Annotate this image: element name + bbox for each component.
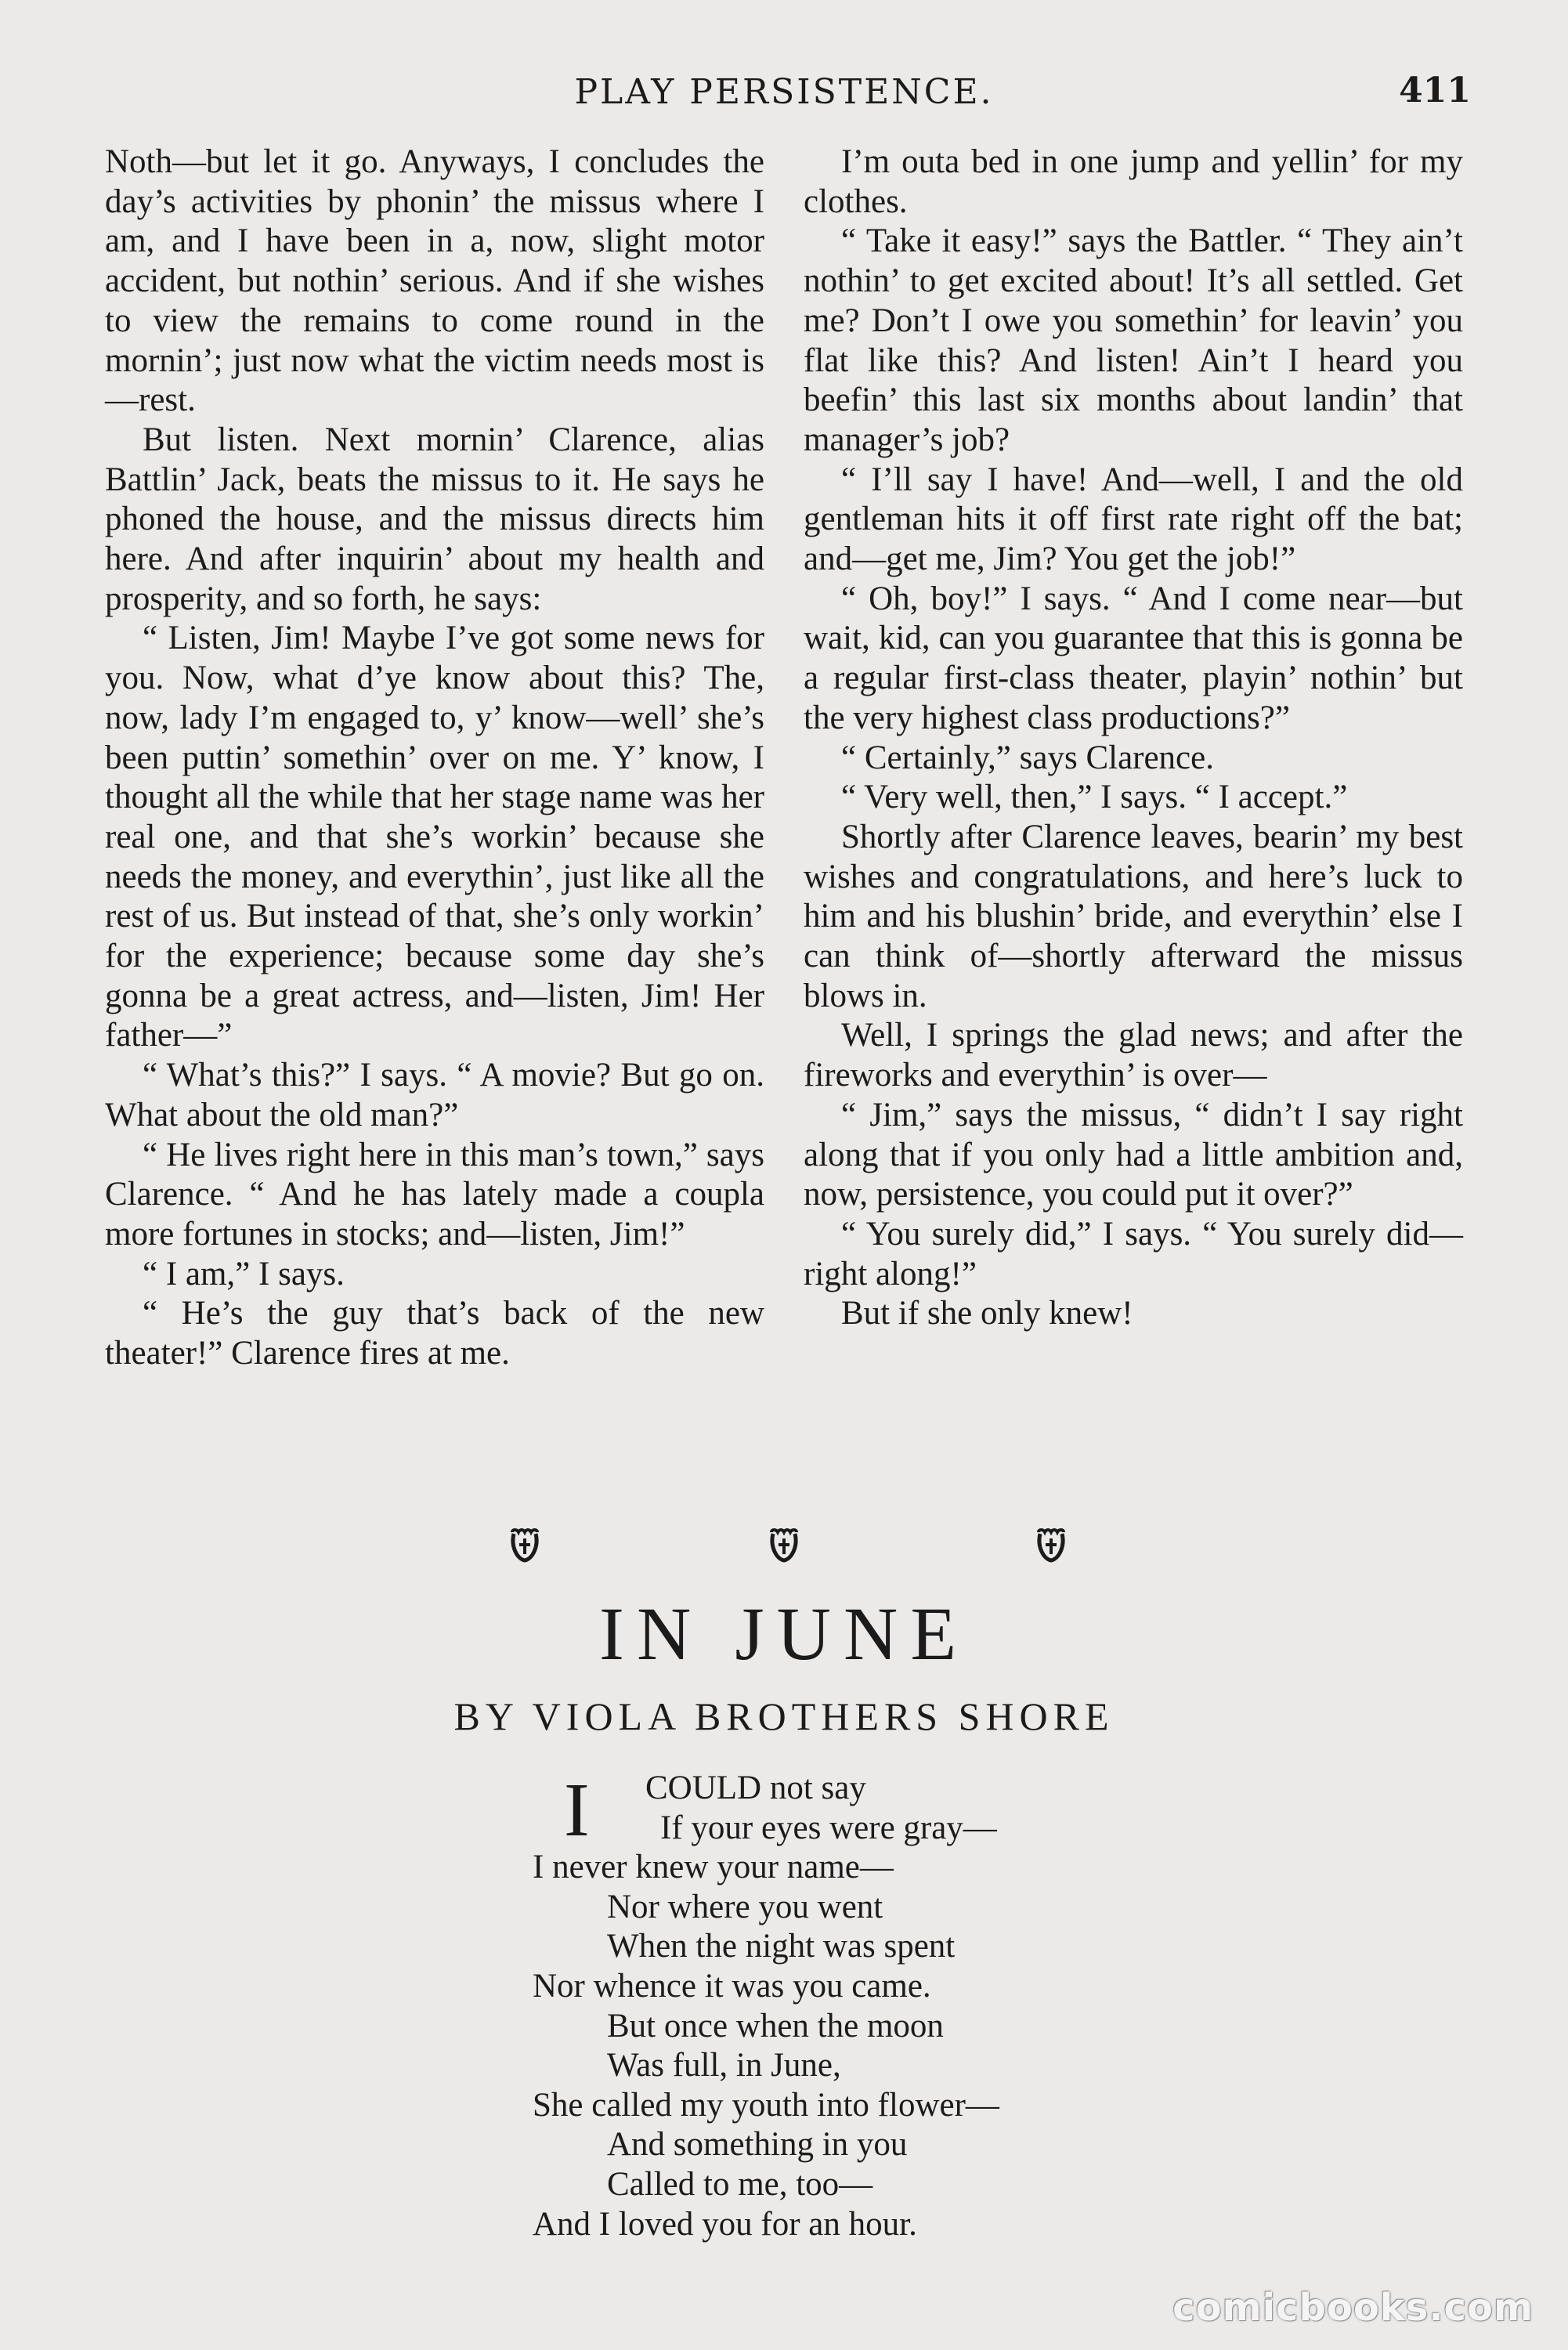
paragraph: “ You surely did,” I says. “ You surely did—right along!” [804, 1215, 1463, 1292]
right-column [804, 143, 1463, 1334]
poem-line: COULD not say [645, 1770, 866, 1806]
poem-line: When the night was spent [607, 1928, 956, 1965]
poem-line: If your eyes were gray— [660, 1809, 997, 1846]
poem-line: Called to me, too— [607, 2165, 873, 2203]
running-head: PLAY PERSISTENCE. [574, 72, 994, 112]
paragraph: I’m outa bed in one jump and yellin’ for my clothes. [804, 143, 1463, 220]
paragraph: “ Certainly,” says Clarence. [841, 739, 1214, 776]
left-column [105, 143, 764, 1374]
watermark: comicbooks.com [1172, 2286, 1534, 2330]
poem-body [533, 1769, 1237, 2244]
paragraph: But if she only knew! [841, 1295, 1133, 1332]
page-number: 411 [1399, 70, 1471, 110]
poem-title: IN JUNE [599, 1592, 969, 1676]
fleuron-icon [1035, 1528, 1067, 1564]
paragraph: “ He’s the guy that’s back of the new theater!” Clarence fires at me. [105, 1295, 764, 1372]
fleuron-icon [768, 1528, 800, 1564]
paragraph: “ Listen, Jim! Maybe I’ve got some news for you. Now, what d’ye know about this? The, now, lady I’m engaged to, y’ know—well’ she’s been puttin’ somethin’ over on me. Y’ know, I thought all the while that her stage name was her real one, and that she’s workin’ because she needs the money, and everythin’, just like all the rest of us. But instead of that, she’s only workin’ for the experience; because some day she’s gonna be a great actress, and—listen, Jim! Her father—” [105, 620, 764, 1054]
poem-line: And something in you [607, 2126, 908, 2164]
poem-line: And I loved you for an hour. [533, 2205, 917, 2243]
paragraph: “ Very well, then,” I says. “ I accept.” [841, 779, 1348, 816]
poem-line: Nor where you went [607, 1888, 883, 1925]
fleuron-icon [509, 1528, 540, 1564]
poem-line: She called my youth into flower— [533, 2086, 999, 2124]
section-divider [0, 1528, 1568, 1574]
poem-line: I never knew your name— [533, 1849, 894, 1886]
poem-line: Nor whence it was you came. [533, 1967, 931, 2005]
paragraph: “ I am,” I says. [143, 1255, 345, 1292]
paragraph: But listen. Next mornin’ Clarence, alias Battlin’ Jack, beats the missus to it. He says he phoned the house, and the missus directs him here. And after inquirin’ about my health and prosperity, and so forth, he says: [105, 421, 764, 617]
poem-byline: BY VIOLA BROTHERS SHORE [453, 1694, 1115, 1738]
paragraph: “ Oh, boy!” I says. “ And I come near—but wait, kid, can you guarantee that this is gonna be a regular first-class theater, playin’ nothin’ but the very highest class productions?” [804, 580, 1463, 736]
paragraph: “ I’ll say I have! And—well, I and the old gentleman hits it off first rate right off the bat; and—get me, Jim? You get the job!” [804, 461, 1463, 578]
paragraph: “ He lives right here in this man’s town,” says Clarence. “ And he has lately made a coupla more fortunes in stocks; and—listen, Jim!” [105, 1136, 764, 1253]
drop-cap: I [564, 1768, 590, 1853]
poem-line: Was full, in June, [607, 2047, 841, 2084]
paragraph: Noth—but let it go. Anyways, I concludes the day’s activities by phonin’ the missus where I am, and I have been in a, now, slight motor accident, but nothin’ serious. And if she wishes to view the remains to come round in the mornin’; just now what the victim needs most is—rest. [105, 143, 764, 419]
paragraph: “ Take it easy!” says the Battler. “ They ain’t nothin’ to get excited about! It’s all settled. Get me? Don’t I owe you somethin’ for leavin’ you flat like this? And listen! Ain’t I heard you beefin’ this last six months about landin’ that manager’s job? [804, 222, 1463, 458]
paragraph: “ Jim,” says the missus, “ didn’t I say right along that if you only had a little ambition and, now, persistence, you could put it over?” [804, 1096, 1463, 1213]
poem-line: But once when the moon [607, 2007, 944, 2044]
paragraph: Shortly after Clarence leaves, bearin’ my best wishes and congratulations, and here’s luck to him and his blushin’ bride, and everythin’ else I can think of—shortly afterward the missus blows in. [804, 818, 1463, 1014]
paragraph: Well, I springs the glad news; and after the fireworks and everythin’ is over— [804, 1017, 1463, 1094]
paragraph: “ What’s this?” I says. “ A movie? But go on. What about the old man?” [105, 1057, 764, 1133]
